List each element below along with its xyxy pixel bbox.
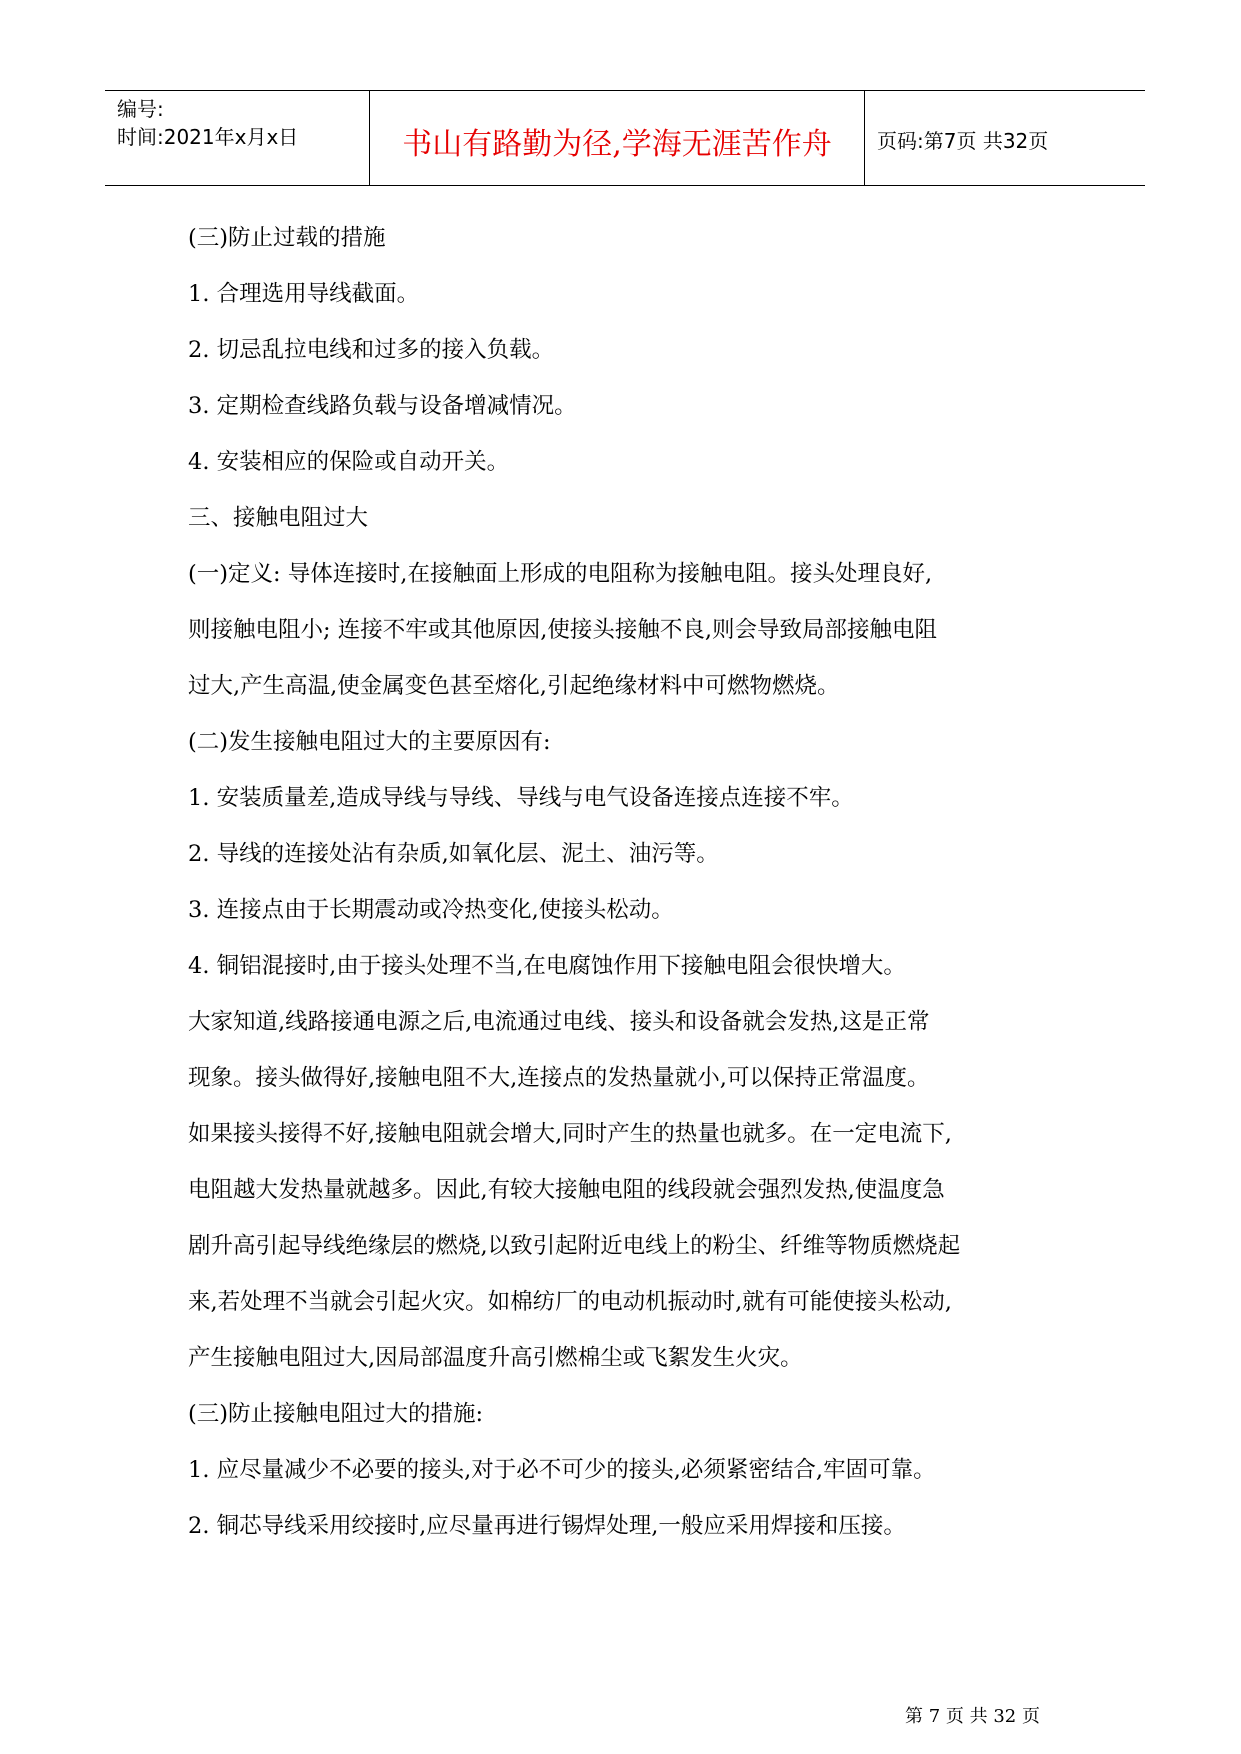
text-line: (二)发生接触电阻过大的主要原因有:: [188, 729, 551, 755]
text-line: 2. 切忌乱拉电线和过多的接入负载。: [188, 337, 555, 363]
text-line: 1. 安装质量差,造成导线与导线、导线与电气设备连接点连接不牢。: [188, 785, 854, 811]
text-line: (三)防止过载的措施: [188, 225, 386, 251]
section-heading: 三、接触电阻过大: [188, 505, 369, 531]
text-line: 来,若处理不当就会引起火灾。如棉纺厂的电动机振动时,就有可能使接头松动,: [188, 1289, 952, 1315]
page-header-table: [105, 90, 1145, 186]
text-line: 则接触电阻小; 连接不牢或其他原因,使接头接触不良,则会导致局部接触电阻: [188, 617, 938, 643]
header-info-cell: [105, 91, 370, 185]
text-line: 4. 铜铝混接时,由于接头处理不当,在电腐蚀作用下接触电阻会很快增大。: [188, 953, 906, 979]
text-line: (一)定义: 导体连接时,在接触面上形成的电阻称为接触电阻。接头处理良好,: [188, 561, 933, 587]
header-page-label: 页码:第7页 共32页: [877, 129, 1049, 153]
page-footer: 第 7 页 共 32 页: [905, 1706, 1040, 1727]
text-line: 3. 定期检查线路负载与设备增减情况。: [188, 393, 577, 419]
header-page-cell: [865, 91, 1145, 185]
document-body: [188, 210, 1068, 1554]
text-line: 3. 连接点由于长期震动或冷热变化,使接头松动。: [188, 897, 674, 923]
time-label: 时间:2021年x月x日: [117, 125, 299, 149]
number-label: 编号:: [117, 97, 164, 121]
text-line: 如果接头接得不好,接触电阻就会增大,同时产生的热量也就多。在一定电流下,: [188, 1121, 952, 1147]
text-line: 剧升高引起导线绝缘层的燃烧,以致引起附近电线上的粉尘、纤维等物质燃烧起: [188, 1233, 961, 1259]
text-line: (三)防止接触电阻过大的措施:: [188, 1401, 484, 1427]
text-line: 过大,产生高温,使金属变色甚至熔化,引起绝缘材料中可燃物燃烧。: [188, 673, 840, 699]
text-line: 产生接触电阻过大,因局部温度升高引燃棉尘或飞絮发生火灾。: [188, 1345, 803, 1371]
text-line: 4. 安装相应的保险或自动开关。: [188, 449, 510, 475]
text-line: 大家知道,线路接通电源之后,电流通过电线、接头和设备就会发热,这是正常: [188, 1009, 930, 1035]
motto-text: 书山有路勤为径,学海无涯苦作舟: [402, 127, 832, 162]
text-line: 2. 铜芯导线采用绞接时,应尽量再进行锡焊处理,一般应采用焊接和压接。: [188, 1513, 906, 1539]
header-motto-cell: [370, 91, 865, 185]
text-line: 现象。接头做得好,接触电阻不大,连接点的发热量就小,可以保持正常温度。: [188, 1065, 930, 1091]
text-line: 1. 合理选用导线截面。: [188, 281, 420, 307]
text-line: 2. 导线的连接处沾有杂质,如氧化层、泥土、油污等。: [188, 841, 719, 867]
text-line: 1. 应尽量减少不必要的接头,对于必不可少的接头,必须紧密结合,牢固可靠。: [188, 1457, 936, 1483]
text-line: 电阻越大发热量就越多。因此,有较大接触电阻的线段就会强烈发热,使温度急: [188, 1177, 945, 1203]
